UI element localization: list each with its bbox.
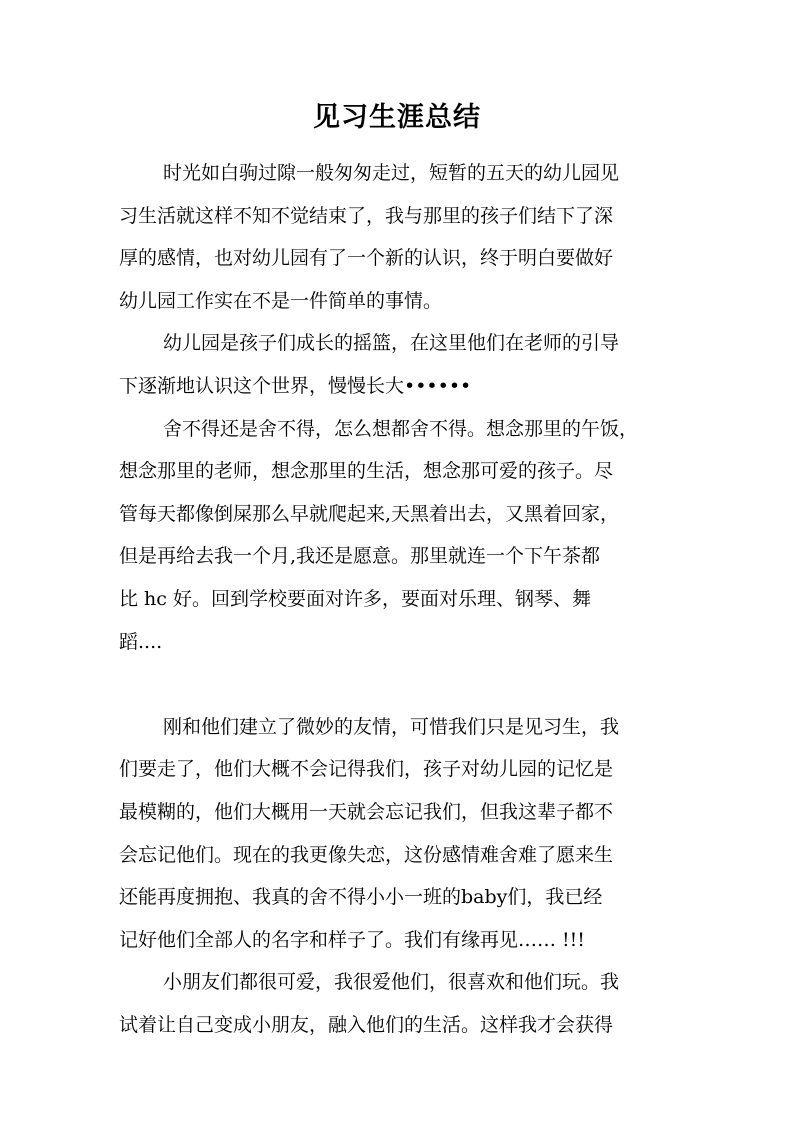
- paragraph-line: 时光如白驹过隙一般匆匆走过，短暂的五天的幼儿园见: [163, 162, 620, 184]
- paragraph-line: 蹈....: [119, 630, 163, 653]
- paragraph-line: 想念那里的老师，想念那里的生活，想念那可爱的孩子。尽: [119, 460, 614, 483]
- paragraph-line: 幼儿园是孩子们成长的摇篮，在这里他们在老师的引导: [163, 332, 620, 355]
- paragraph-line: 还能再度拥抱、我真的舍不得小小一班的baby们，我已经: [119, 886, 603, 909]
- paragraph-line: 比 hc 好。回到学校要面对许多，要面对乐理、钢琴、舞: [119, 587, 591, 610]
- paragraph-line: 幼儿园工作实在不是一件简单的事情。: [119, 289, 443, 312]
- paragraph-line: 记好他们全部人的名字和样子了。我们有缘再见…… !!!: [119, 928, 585, 951]
- paragraph-line: 们要走了，他们大概不会记得我们，孩子对幼儿园的记忆是: [119, 758, 614, 781]
- paragraph-line: 习生活就这样不知不觉结束了，我与那里的孩子们结下了深: [119, 204, 614, 227]
- paragraph-line: 下逐渐地认识这个世界，慢慢长大••••••: [119, 374, 472, 397]
- paragraph-line: 试着让自己变成小朋友，融入他们的生活。这样我才会获得: [119, 1013, 614, 1036]
- paragraph-line: 最模糊的，他们大概用一天就会忘记我们，但我这辈子都不: [119, 800, 614, 823]
- paragraph-line: 舍不得还是舍不得，怎么想都舍不得。想念那里的午饭，: [163, 417, 639, 440]
- paragraph-line: 会忘记他们。现在的我更像失恋，这份感情难舍难了愿来生: [119, 843, 614, 866]
- document-body: [119, 152, 675, 1046]
- paragraph-line: 管每天都像倒屎那么早就爬起来,天黑着出去，又黑着回家，: [119, 502, 620, 525]
- paragraph-line: 小朋友们都很可爱，我很爱他们，很喜欢和他们玩。我: [163, 971, 620, 994]
- paragraph-line: 厚的感情，也对幼儿园有了一个新的认识，终于明白要做好: [119, 247, 614, 270]
- paragraph-line: 但是再给去我一个月,我还是愿意。那里就连一个下午茶都: [119, 545, 601, 568]
- document-title: 见习生涯总结: [313, 102, 481, 133]
- paragraph-spacer: [119, 663, 675, 706]
- paragraph-line: 刚和他们建立了微妙的友情，可惜我们只是见习生，我: [163, 715, 620, 738]
